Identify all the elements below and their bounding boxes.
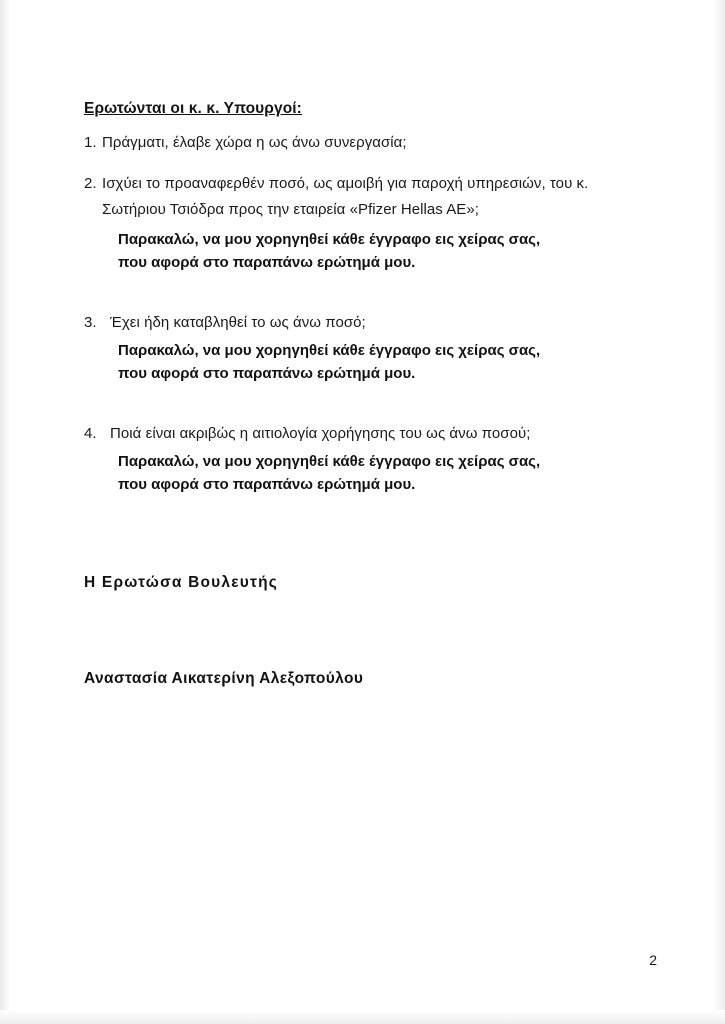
question-item [84,423,644,446]
page-number: 2 [649,952,657,968]
request-block [118,228,644,275]
question-text: Έχει ήδη καταβληθεί το ως άνω ποσό; [110,314,366,331]
page-title: Ερωτώνται οι κ. κ. Υπουργοί: [84,100,302,117]
request-block [118,339,644,386]
request-line: Παρακαλώ, να μου χορηγηθεί κάθε έγγραφο εις χείρας σας, [118,230,541,248]
question-number: 3. [84,314,97,331]
request-line: που αφορά στο παραπάνω ερώτημά μου. [118,475,416,493]
question-continuation: Σωτήριου Τσιόδρα προς την εταιρεία «Pfizer Hellas AE»; [102,201,479,218]
document-body [84,100,644,688]
request-block [118,450,644,497]
request-line: που αφορά στο παραπάνω ερώτημά μου. [118,364,416,382]
signature-name: Αναστασία Αικατερίνη Αλεξοπούλου [84,670,364,687]
question-text: Ισχύει το προαναφερθέν ποσό, ως αμοιβή για παροχή υπηρεσιών, του κ. [102,174,589,192]
spacer [84,274,644,312]
spacer [84,385,644,423]
question-text: Ποιά είναι ακριβώς η αιτιολογία χορήγησης του ως άνω ποσού; [110,425,531,442]
scan-edge-bottom [0,1010,725,1024]
signature-title: Η Ερωτώσα Βουλευτής [84,574,279,591]
question-text: Πράγματι, έλαβε χώρα η ως άνω συνεργασία; [102,134,407,151]
question-item [84,132,644,155]
question-number: 1. [84,134,97,151]
request-line: Παρακαλώ, να μου χορηγηθεί κάθε έγγραφο εις χείρας σας, [118,341,541,359]
request-line: Παρακαλώ, να μου χορηγηθεί κάθε έγγραφο εις χείρας σας, [118,452,541,470]
request-line: που αφορά στο παραπάνω ερώτημά μου. [118,253,416,271]
question-item [84,173,644,196]
spacer [84,159,644,173]
question-number: 2. [84,174,97,192]
question-number: 4. [84,425,97,442]
scan-edge-right [713,0,725,1024]
scan-edge-left [0,0,10,1024]
question-item [84,312,644,335]
